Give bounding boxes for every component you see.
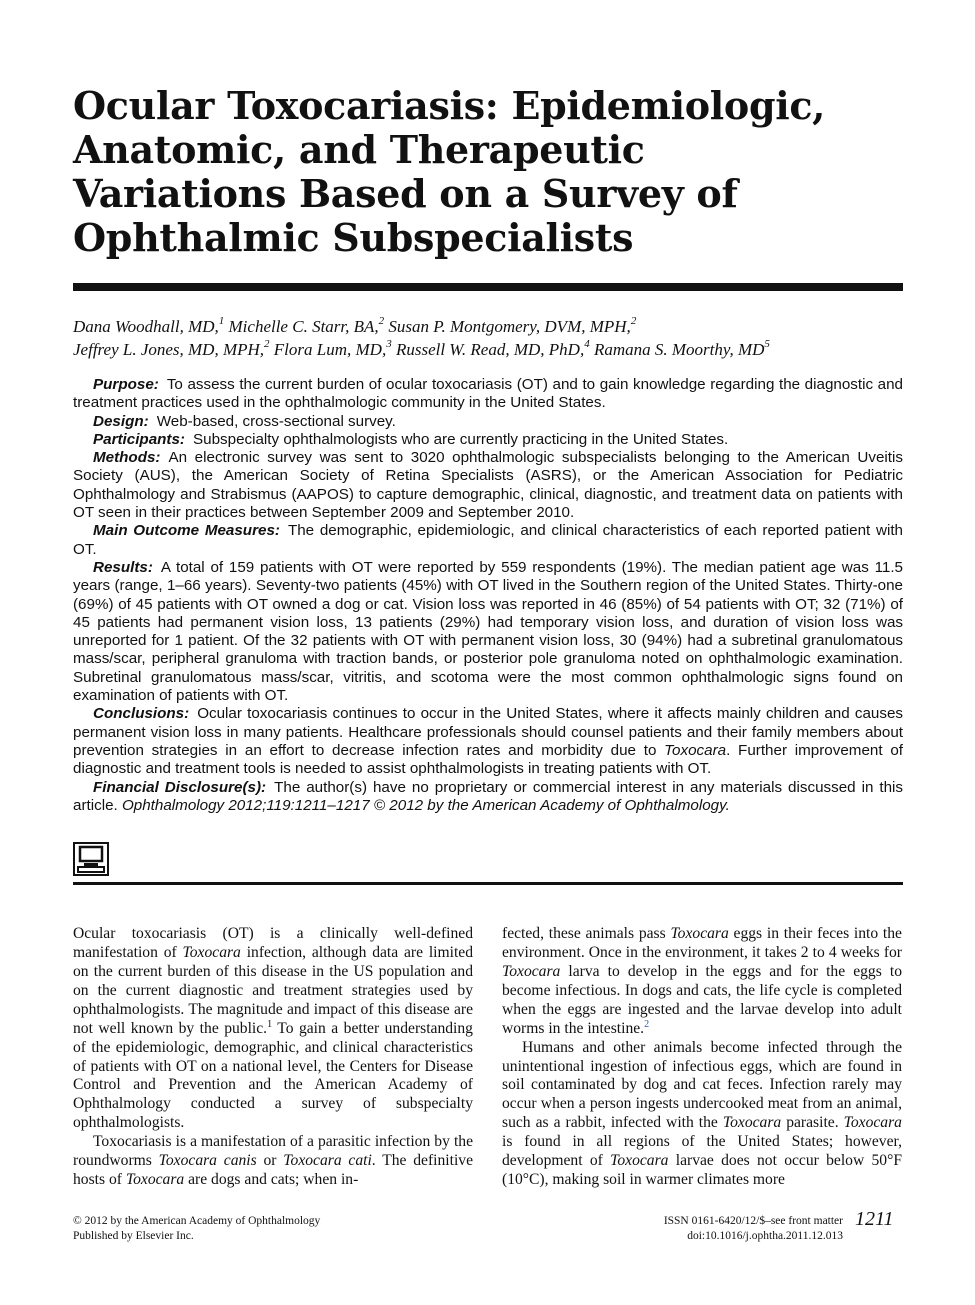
author: Jeffrey L. Jones, MD, MPH, [73, 340, 265, 359]
abstract-participants [73, 431, 903, 449]
body-paragraph [73, 1133, 473, 1190]
abstract-conclusions [73, 705, 903, 778]
body-column-left [73, 925, 473, 1190]
genus-name: Toxocara [843, 1114, 902, 1132]
affiliation-mark: 5 [764, 338, 770, 350]
article-title: Ocular Toxocariasis: Epidemiologic, Anatomic, and Therapeutic Variations Based on a Survey of Ophthalmic Subspecialists [73, 83, 826, 260]
abstract-disclosure [73, 779, 903, 816]
genus-name: Toxocara [664, 741, 727, 759]
issn-line: ISSN 0161-6420/12/$–see front matter [663, 1215, 843, 1227]
section-label: Results: [93, 558, 153, 576]
author: Flora Lum, MD, [273, 340, 387, 359]
abstract [73, 376, 903, 815]
body-text: Ocular toxocariasis (OT) is a clinically well-defined manifestation of [73, 925, 473, 961]
affiliation-mark: 1 [218, 315, 225, 327]
section-text: An electronic survey was sent to 3020 ophthalmologic subspecialists belonging to the American Uveitis Society (AUS), the American Society of Retina Specialists (ASRS), or the American Association for Pediatric Ophthalmology and Strabismus (AAPOS) to capture demographic, clinical, diagnostic, and treatment data on patients with OT seen in their practices between September 2009 and September 2010. [73, 449, 903, 522]
section-text: The demographic, epidemiologic, and clinical characteristics of each reported patient with OT. [73, 522, 903, 558]
section-label: Financial Disclosure(s): [93, 778, 267, 796]
body-text: parasite. [786, 1114, 839, 1132]
genus-name: Toxocara [125, 1170, 185, 1188]
affiliation-mark: 4 [584, 338, 590, 350]
section-label: Methods: [93, 449, 161, 467]
abstract-methods [73, 449, 903, 522]
genus-name: Toxocara [722, 1114, 782, 1132]
body-text: Toxocariasis is a manifestation of a parasitic infection by the roundworms [73, 1133, 473, 1170]
section-text: Ocular toxocariasis continues to occur in the United States, where it affects mainly children and causes permanent vision loss in many patients. Healthcare professionals should counsel patients and their family members about prevention strategies in an effort to decrease infection rates and morbidity due to [73, 705, 903, 759]
abstract-outcome [73, 522, 903, 559]
section-label: Participants: [93, 430, 185, 448]
body-text: To gain a better understanding of the epidemiologic, demographic, and clinical characteristics of patients with OT on a national level, the Centers for Disease Control and Prevention and the American Academy of Ophthalmology conducted a survey of subspecialty ophthalmologists. [73, 1019, 473, 1132]
author: Ramana S. Moorthy, MD [593, 340, 765, 359]
affiliation-mark: 3 [386, 338, 392, 350]
body-text: larvae does not occur below 50°F (10°C), making soil in warmer climates more [502, 1152, 903, 1188]
title-rule [73, 283, 903, 291]
species-name: Toxocara cati [283, 1152, 372, 1170]
body-column-right [502, 925, 902, 1190]
section-text: To assess the current burden of ocular toxocariasis (OT) and to gain knowledge regarding the diagnostic and treatment practices used in the ophthalmologic community in the United States. [73, 376, 903, 412]
body-text: eggs in their feces into the environment. Once in the environment, it takes 2 to 4 weeks for [502, 925, 902, 961]
body-paragraph [502, 925, 902, 1039]
section-label: Purpose: [93, 376, 159, 393]
section-text: The author(s) have no proprietary or commercial interest in any materials discussed in this article. [73, 778, 903, 814]
section-label: Design: [93, 412, 149, 430]
section-text: . Further improvement of diagnostic and treatment tools is needed to assist ophthalmologists in treating patients with OT. [73, 741, 903, 778]
section-text: Subspecialty ophthalmologists who are currently practicing in the United States. [193, 430, 729, 448]
section-label: Main Outcome Measures: [93, 522, 280, 540]
author: Michelle C. Starr, BA, [228, 317, 379, 336]
section-text: Web-based, cross-sectional survey. [156, 412, 396, 430]
doi-line[interactable]: doi:10.1016/j.ophtha.2011.12.013 [687, 1230, 843, 1242]
footer-right [560, 1214, 843, 1244]
author-list [73, 315, 903, 361]
citation: Ophthalmology 2012;119:1211–1217 © 2012 by the American Academy of Ophthalmology. [121, 796, 730, 814]
reference-link[interactable]: 2 [644, 1018, 650, 1030]
body-text: are dogs and cats; when in- [188, 1170, 359, 1188]
abstract-rule [73, 882, 903, 885]
reference-link[interactable]: 1 [267, 1018, 273, 1030]
body-text: is found in all regions of the United States; however, development of [502, 1133, 902, 1170]
species-name: Toxocara canis [158, 1152, 257, 1170]
copyright-line: © 2012 by the American Academy of Ophthalmology [73, 1215, 321, 1227]
footer-left [73, 1214, 320, 1244]
genus-name: Toxocara [502, 962, 561, 980]
body-text: Humans and other animals become infected through the unintentional ingestion of infectious eggs, which are found in soil contaminated by dog and cat feces. Infection rarely may occur when a person ingests undercooked meat from an animal, such as a rabbit, infected with the [502, 1038, 902, 1132]
section-label: Conclusions: [93, 705, 190, 723]
section-text: A total of 159 patients with OT were reported by 559 respondents (19%). The median patient age was 11.5 years (range, 1–66 years). Seventy-two patients (45%) with OT lived in the Southern region of the United States. Thirty-one (69%) of 45 patients with OT owned a dog or cat. Vision loss was reported in 46 (85%) of 54 patients with OT; 32 (71%) of 45 patients had permanent vision loss, 13 patients (29%) had temporary vision loss, and duration of vision loss was unreported for 1 patient. Of the 32 patients with OT with permanent vision loss, 30 (94%) had a subretinal granulomatous mass/scar, peripheral granuloma with traction bands, or posterior pole granuloma noted on ophthalmologic examination. Subretinal granulomatous mass/scar, vitritis, and scotoma were the most common ophthalmologic signs found on examination of patients with OT. [73, 558, 903, 705]
body-paragraph [502, 1039, 902, 1190]
abstract-results [73, 559, 903, 705]
genus-name: Toxocara [670, 925, 729, 942]
author: Dana Woodhall, MD, [73, 317, 219, 336]
author: Russell W. Read, MD, PhD, [395, 340, 585, 359]
body-text: . The definitive hosts of [73, 1152, 473, 1188]
genus-name: Toxocara [182, 943, 241, 961]
abstract-design [73, 413, 903, 431]
page-number: 1211 [855, 1208, 894, 1230]
affiliation-mark: 2 [264, 338, 270, 350]
body-text: larva to develop in the eggs and for the eggs to become infectious. In dogs and cats, the life cycle is completed when the eggs are ingested and the larvae develop into adult worms in the intestine. [502, 962, 902, 1037]
computer-monitor-icon [73, 842, 109, 876]
body-text: fected, these animals pass [502, 925, 666, 942]
author: Susan P. Montgomery, DVM, MPH, [388, 317, 631, 336]
genus-name: Toxocara [610, 1152, 669, 1170]
publisher-line: Published by Elsevier Inc. [73, 1230, 194, 1242]
body-text: infection, although data are limited on the current burden of this disease in the US population and on the current diagnostic and treatment strategies used by ophthalmologists. The magnitude and impact of this disease are not well known by the public. [73, 943, 474, 1037]
affiliation-mark: 2 [630, 315, 637, 327]
body-paragraph [73, 925, 473, 1133]
abstract-purpose [73, 376, 903, 413]
affiliation-mark: 2 [378, 315, 385, 327]
body-text: or [263, 1152, 277, 1170]
